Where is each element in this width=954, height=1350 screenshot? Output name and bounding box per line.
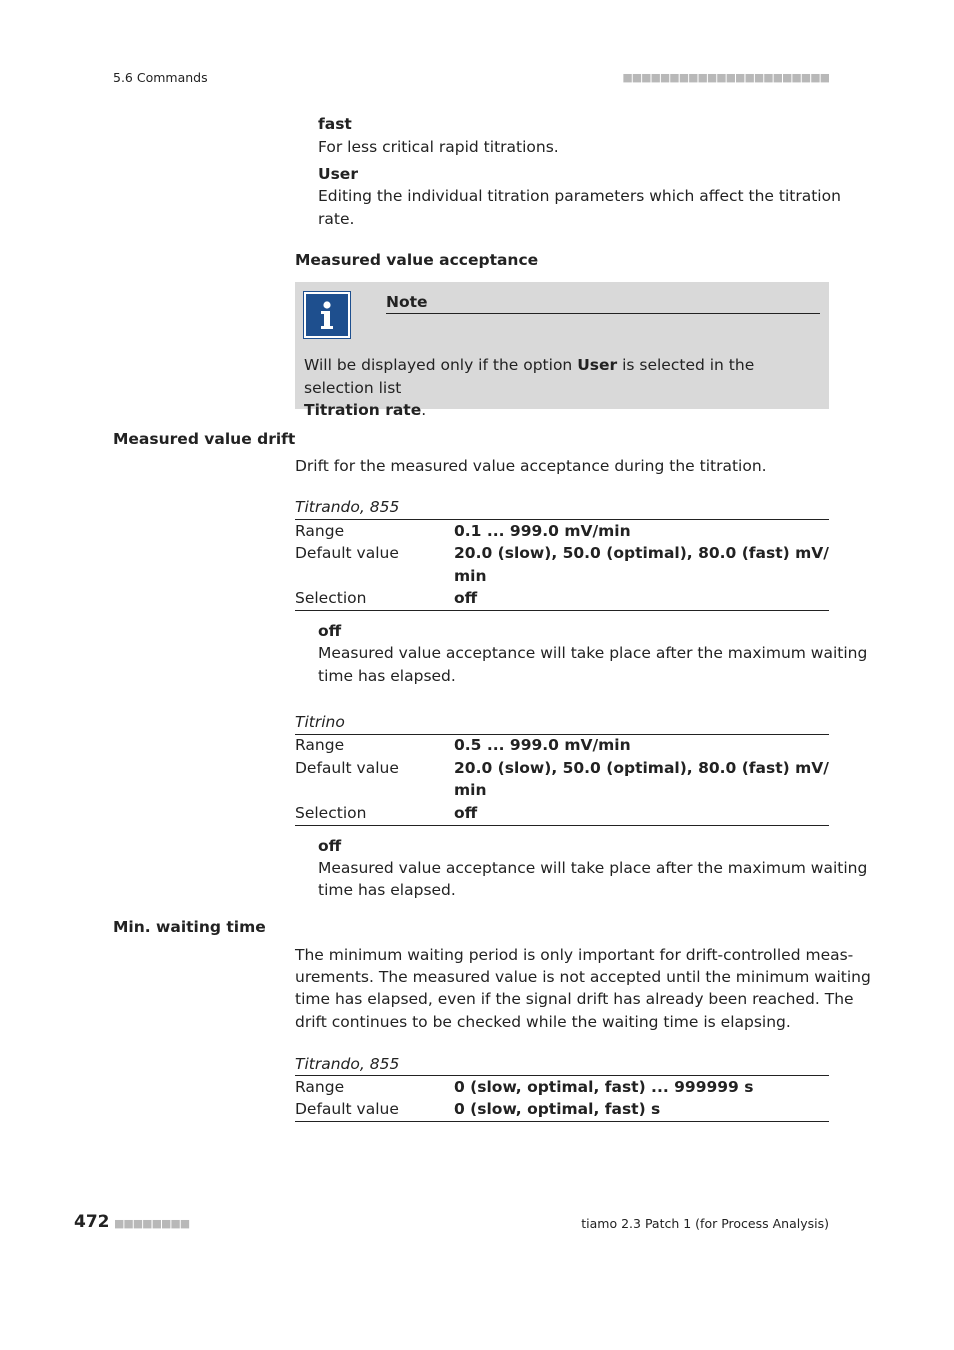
drift-table-2-range-value: 0.5 ... 999.0 mV/min — [454, 736, 631, 754]
drift-table-1-selection-value: off — [454, 589, 478, 607]
drift-table-1-option-line-1: Measured value acceptance will take place after the maximum waiting — [318, 644, 868, 662]
drift-table-1-default-value-2: min — [454, 567, 487, 585]
drift-table-2-default-value-1: 20.0 (slow), 50.0 (optimal), 80.0 (fast) mV/ — [454, 759, 829, 777]
footer-product: tiamo 2.3 Patch 1 (for Process Analysis) — [581, 1216, 829, 1231]
acceptance-heading: Measured value acceptance — [295, 251, 539, 269]
option-user-description-2: rate. — [318, 210, 355, 228]
drift-heading: Measured value drift — [113, 430, 296, 448]
info-icon — [304, 292, 350, 338]
drift-table-1-default-label: Default value — [295, 544, 399, 562]
waiting-table-bottom-rule — [295, 1121, 829, 1122]
drift-table-1-bottom-rule — [295, 610, 829, 611]
drift-table-1-default-value-1: 20.0 (slow), 50.0 (optimal), 80.0 (fast) mV/ — [454, 544, 829, 562]
waiting-heading: Min. waiting time — [113, 918, 266, 936]
waiting-line-4: drift continues to be checked while the waiting time is elapsing. — [295, 1013, 791, 1031]
note-text: Will be displayed only if the option User is selected in the selection list Titration rate. — [304, 356, 755, 419]
drift-table-2-option-line-2: time has elapsed. — [318, 881, 456, 899]
drift-description: Drift for the measured value acceptance during the titration. — [295, 457, 767, 475]
waiting-line-1: The minimum waiting period is only important for drift-controlled meas- — [295, 946, 854, 964]
note-title-rule — [386, 313, 820, 314]
note-title: Note — [386, 293, 428, 311]
footer-dots: ■■■■■■■■ — [114, 1217, 190, 1230]
option-fast-description: For less critical rapid titrations. — [318, 138, 559, 156]
drift-table-2-range-label: Range — [295, 736, 345, 754]
drift-table-2-option-line-1: Measured value acceptance will take place after the maximum waiting — [318, 859, 868, 877]
waiting-table-range-value: 0 (slow, optimal, fast) ... 999999 s — [454, 1078, 754, 1096]
waiting-line-2: urements. The measured value is not accepted until the minimum waiting — [295, 968, 871, 986]
drift-table-2-selection-label: Selection — [295, 804, 367, 822]
header-section: 5.6 Commands — [113, 70, 208, 85]
drift-table-1-option-title: off — [318, 622, 342, 640]
drift-table-2-bottom-rule — [295, 825, 829, 826]
page-number: 472 — [74, 1212, 110, 1232]
waiting-table-device: Titrando, 855 — [295, 1055, 400, 1073]
waiting-line-3: time has elapsed, even if the signal drift has already been reached. The — [295, 990, 854, 1008]
drift-table-1-range-value: 0.1 ... 999.0 mV/min — [454, 522, 631, 540]
drift-table-1-range-label: Range — [295, 522, 345, 540]
drift-table-2-default-value-2: min — [454, 781, 487, 799]
waiting-table-range-label: Range — [295, 1078, 345, 1096]
drift-table-1-option-line-2: time has elapsed. — [318, 667, 456, 685]
drift-table-2-selection-value: off — [454, 804, 478, 822]
option-fast-title: fast — [318, 115, 352, 133]
drift-table-1-selection-label: Selection — [295, 589, 367, 607]
drift-table-2-default-label: Default value — [295, 759, 399, 777]
drift-table-1-device: Titrando, 855 — [295, 498, 400, 516]
option-user-title: User — [318, 165, 358, 183]
option-user-description-1: Editing the individual titration parameters which affect the titration — [318, 187, 841, 205]
waiting-table-default-label: Default value — [295, 1100, 399, 1118]
drift-table-2-option-title: off — [318, 837, 342, 855]
header-dots: ■■■■■■■■■■■■■■■■■■■■■■ — [622, 71, 829, 84]
waiting-table-default-value: 0 (slow, optimal, fast) s — [454, 1100, 661, 1118]
drift-table-2-device: Titrino — [295, 713, 345, 731]
